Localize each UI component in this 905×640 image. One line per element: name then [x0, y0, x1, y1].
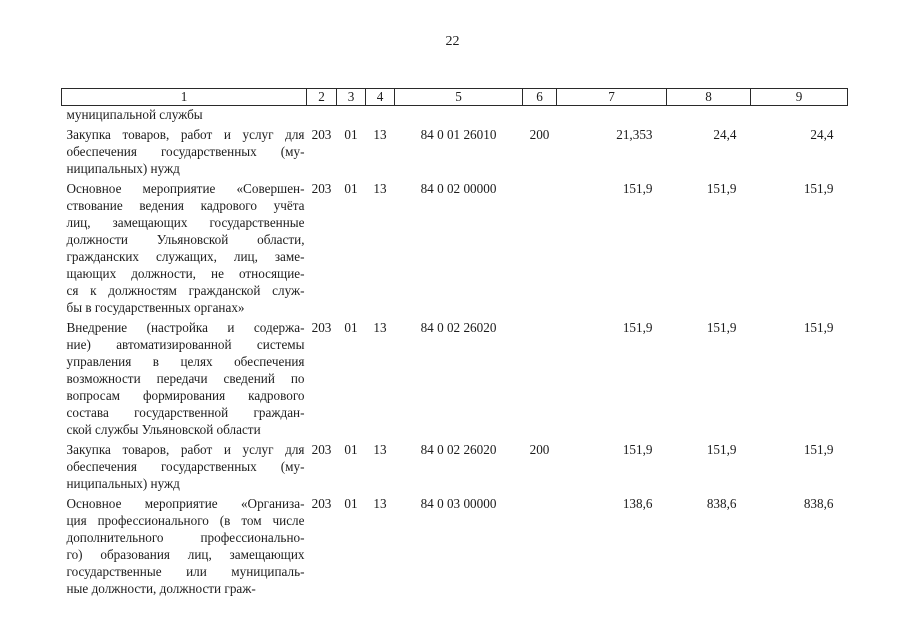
cell-section [337, 106, 366, 124]
row-name-line: ние) автоматизированной системы [66, 337, 305, 352]
row-name [62, 316, 307, 438]
row-name [62, 123, 307, 177]
cell-section: 01 [344, 442, 358, 457]
column-header-6: 6 [523, 89, 557, 106]
row-name-line: состава государственной граждан- [66, 405, 305, 420]
cell-amount-9 [751, 106, 848, 124]
table-row [62, 106, 848, 124]
table-row [62, 438, 848, 492]
row-name [62, 106, 307, 124]
cell-chapter: 203 [311, 181, 332, 196]
column-header-2: 2 [307, 89, 337, 106]
cell-subsection: 13 [373, 181, 387, 196]
row-name-line: го) образования лиц, замещающих [66, 547, 305, 562]
row-name-line: ской службы Ульяновской области [66, 422, 261, 437]
cell-chapter: 203 [311, 496, 332, 511]
column-header-5: 5 [395, 89, 523, 106]
cell-amount-9: 838,6 [803, 496, 834, 511]
cell-amount-7 [557, 106, 667, 124]
page-number: 22 [445, 34, 460, 49]
row-name-line: лиц, замещающих государственные [66, 215, 305, 230]
cell-chapter: 203 [311, 320, 332, 335]
cell-section: 01 [344, 320, 358, 335]
cell-chapter: 203 [311, 442, 332, 457]
cell-amount-8: 151,9 [706, 320, 737, 335]
column-header-3: 3 [337, 89, 366, 106]
cell-target-article: 84 0 02 26020 [420, 442, 497, 457]
cell-subsection: 13 [373, 442, 387, 457]
cell-amount-8: 838,6 [706, 496, 737, 511]
row-name-line: государственные или муниципаль- [66, 564, 305, 579]
row-name-line: Внедрение (настройка и содержа- [66, 320, 305, 335]
row-name-line: ция профессионального (в том числе [66, 513, 305, 528]
cell-amount-8: 24,4 [713, 127, 737, 142]
cell-amount-7: 151,9 [622, 442, 653, 457]
cell-amount-9: 151,9 [803, 181, 834, 196]
row-name-line: ниципальных) нужд [66, 476, 180, 491]
cell-amount-7: 151,9 [622, 181, 653, 196]
row-name-line: Закупка товаров, работ и услуг для [66, 127, 305, 142]
row-name-line: обеспечения государственных (му- [66, 459, 305, 474]
row-name-line: щающих должности, не относящие- [66, 266, 305, 281]
row-name-line: должности Ульяновской области, [66, 232, 305, 247]
cell-target-article: 84 0 02 26020 [420, 320, 497, 335]
cell-section: 01 [344, 496, 358, 511]
cell-target-article [395, 106, 523, 124]
row-name-line: дополнительного профессионально- [66, 530, 305, 545]
row-name-line: Основное мероприятие «Организа- [66, 496, 305, 511]
row-name-line: Основное мероприятие «Совершен- [66, 181, 305, 196]
cell-amount-9: 151,9 [803, 442, 834, 457]
cell-expense-type [523, 106, 557, 124]
row-name-line: Закупка товаров, работ и услуг для [66, 442, 305, 457]
cell-expense-type: 200 [529, 127, 550, 142]
cell-chapter [307, 106, 337, 124]
column-header-9: 9 [751, 89, 848, 106]
cell-expense-type [523, 316, 557, 438]
row-name-line: муниципальной службы [66, 107, 203, 122]
row-name [62, 438, 307, 492]
row-name [62, 177, 307, 316]
cell-expense-type: 200 [529, 442, 550, 457]
cell-amount-9: 24,4 [810, 127, 834, 142]
cell-section: 01 [344, 181, 358, 196]
row-name-line: возможности передачи сведений по [66, 371, 305, 386]
cell-amount-8 [667, 106, 751, 124]
row-name-line: ные должности, должности граж- [66, 581, 256, 596]
table-row [62, 177, 848, 316]
cell-subsection: 13 [373, 127, 387, 142]
budget-table [61, 88, 848, 597]
cell-amount-7: 138,6 [622, 496, 653, 511]
column-header-4: 4 [366, 89, 395, 106]
row-name-line: ся к должностям гражданской служ- [66, 283, 305, 298]
row-name-line: бы в государственных органах» [66, 300, 245, 315]
cell-subsection: 13 [373, 496, 387, 511]
cell-amount-8: 151,9 [706, 181, 737, 196]
row-name-line: ствование ведения кадрового учёта [66, 198, 305, 213]
cell-amount-7: 151,9 [622, 320, 653, 335]
cell-target-article: 84 0 03 00000 [420, 496, 497, 511]
table-row [62, 492, 848, 597]
cell-amount-8: 151,9 [706, 442, 737, 457]
header-row [62, 89, 848, 106]
column-header-7: 7 [557, 89, 667, 106]
column-header-1: 1 [62, 89, 307, 106]
cell-subsection [366, 106, 395, 124]
row-name-line: вопросам формирования кадрового [66, 388, 305, 403]
row-name-line: ниципальных) нужд [66, 161, 180, 176]
cell-expense-type [523, 492, 557, 597]
row-name-line: гражданских служащих, лиц, заме- [66, 249, 305, 264]
cell-target-article: 84 0 02 00000 [420, 181, 497, 196]
cell-amount-9: 151,9 [803, 320, 834, 335]
cell-amount-7: 21,353 [616, 127, 653, 142]
cell-subsection: 13 [373, 320, 387, 335]
column-header-8: 8 [667, 89, 751, 106]
cell-expense-type [523, 177, 557, 316]
cell-section: 01 [344, 127, 358, 142]
cell-chapter: 203 [311, 127, 332, 142]
table-row [62, 316, 848, 438]
row-name-line: управления в целях обеспечения [66, 354, 305, 369]
table-row [62, 123, 848, 177]
row-name-line: обеспечения государственных (му- [66, 144, 305, 159]
row-name [62, 492, 307, 597]
cell-target-article: 84 0 01 26010 [420, 127, 497, 142]
